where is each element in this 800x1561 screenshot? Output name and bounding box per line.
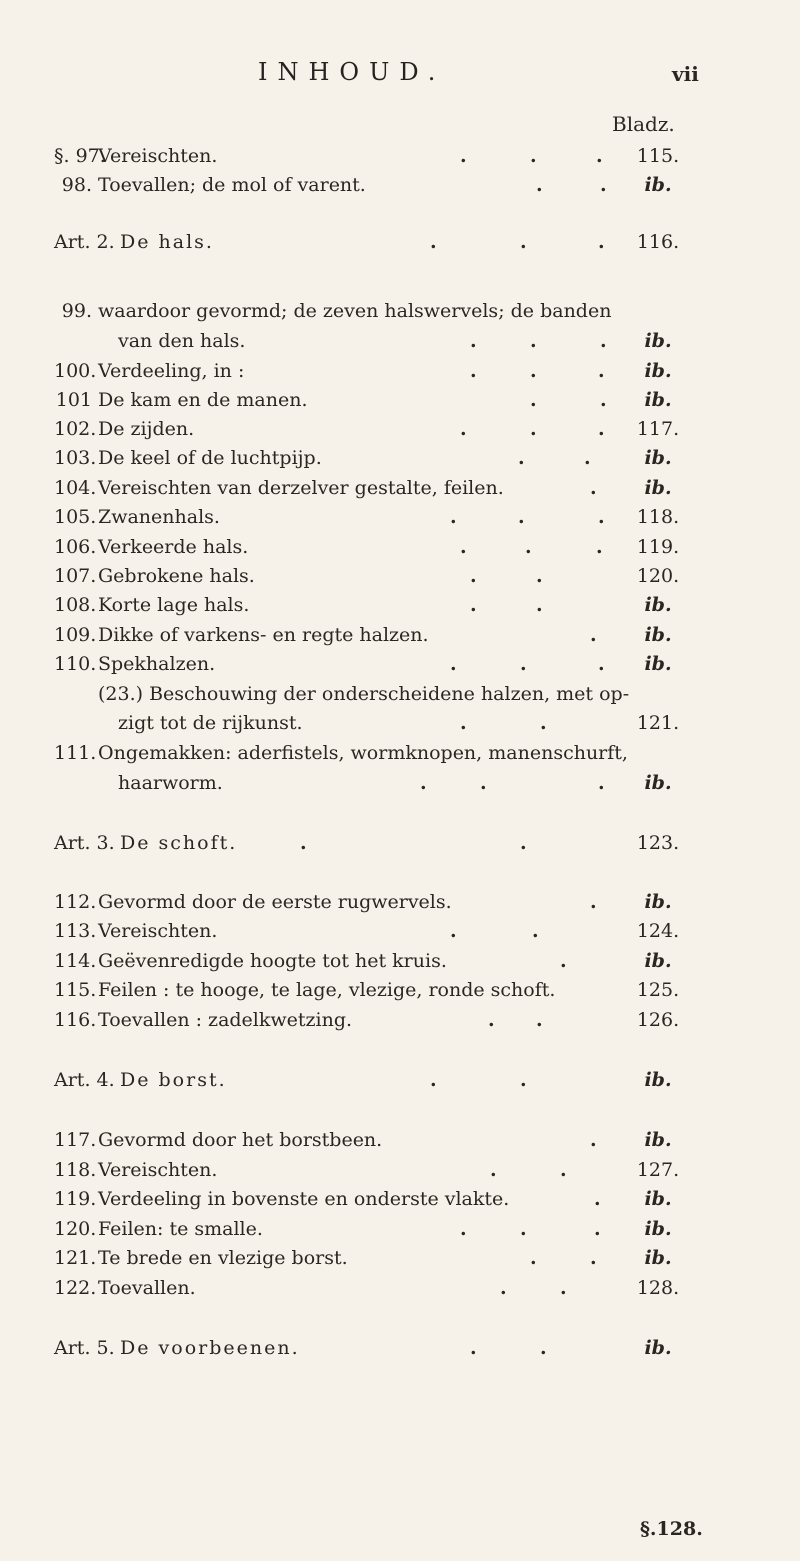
leader-dot: . [532,920,539,942]
leader-dot: . [598,506,605,528]
toc-entry [0,975,800,1005]
section-number: §. 97. [54,145,106,167]
entry-text: van den hals. [118,330,246,352]
leader-dot: . [500,1277,507,1299]
entry-text: Zwanenhals. [98,506,220,528]
leader-dot: . [460,418,467,440]
page-reference: ib. [644,950,672,972]
section-number: 111. [54,742,97,764]
page-reference: ib. [644,1218,672,1240]
leader-dot: . [584,447,591,469]
entry-text: (23.) Beschouwing der onderscheidene halzen, met op- [98,683,630,705]
leader-dot: . [536,174,543,196]
section-number: 122. [54,1277,97,1299]
toc-entry [0,1125,800,1155]
article-label: Art. 4. [54,1069,115,1091]
leader-dot: . [590,1247,597,1269]
entry-text: Verkeerde hals. [98,536,249,558]
entry-text: zigt tot de rijkunst. [118,712,303,734]
leader-dot: . [460,712,467,734]
toc-entry [0,620,800,650]
article-heading [0,828,800,858]
section-number: 103. [54,447,97,469]
section-number: 109. [54,624,97,646]
toc-entry [0,326,800,356]
article-heading [0,1065,800,1095]
leader-dot: . [530,145,537,167]
section-number: 104. [54,477,97,499]
toc-entry [0,768,800,798]
page-reference: 116. [636,231,680,253]
leader-dot: . [520,653,527,675]
toc-entry [0,679,800,709]
leader-dot: . [430,231,437,253]
page-reference: 126. [636,1009,680,1031]
running-title: INHOUD. [258,58,446,86]
section-number: 102. [54,418,97,440]
page-reference: ib. [644,477,672,499]
leader-dot: . [480,772,487,794]
article-label: Art. 3. [54,832,115,854]
section-number: 117. [54,1129,97,1151]
leader-dot: . [530,418,537,440]
page-reference: 118. [636,506,680,528]
page-reference: ib. [644,360,672,382]
toc-entry [0,1243,800,1273]
entry-text: Gevormd door het borstbeen. [98,1129,383,1151]
section-number: 113. [54,920,97,942]
leader-dot: . [560,950,567,972]
leader-dot: . [520,832,527,854]
leader-dot: . [470,1337,477,1359]
leader-dot: . [536,594,543,616]
toc-entry [0,887,800,917]
leader-dot: . [530,330,537,352]
leader-dot: . [598,231,605,253]
page-reference: ib. [644,1069,672,1091]
entry-text: Toevallen. [98,1277,196,1299]
section-number: 98. [61,174,92,196]
article-title: De borst. [120,1069,227,1091]
leader-dot: . [490,1159,497,1181]
leader-dot: . [598,418,605,440]
entry-text: Spekhalzen. [98,653,216,675]
toc-entry [0,414,800,444]
leader-dot: . [460,536,467,558]
leader-dot: . [450,506,457,528]
section-number: 106. [54,536,97,558]
leader-dot: . [540,1337,547,1359]
toc-entry [0,473,800,503]
toc-entry [0,561,800,591]
entry-text: Korte lage hals. [98,594,250,616]
leader-dot: . [470,360,477,382]
leader-dot: . [600,389,607,411]
toc-entry [0,1214,800,1244]
toc-entry [0,443,800,473]
leader-dot: . [520,1069,527,1091]
leader-dot: . [530,1247,537,1269]
toc-entry [0,385,800,415]
page-reference: ib. [644,624,672,646]
toc-entry [0,946,800,976]
toc-entry [0,708,800,738]
entry-text: De kam en de manen. [98,389,308,411]
entry-text: Vereischten. [98,920,218,942]
toc-entry [0,1005,800,1035]
toc-entry [0,1155,800,1185]
page-number: vii [672,62,699,86]
article-title: De schoft. [120,832,238,854]
page-reference: ib. [644,772,672,794]
leader-dot: . [460,1218,467,1240]
toc-entry [0,738,800,768]
leader-dot: . [596,145,603,167]
entry-text: Geëvenredigde hoogte tot het kruis. [98,950,447,972]
leader-dot: . [430,1069,437,1091]
section-number: 105. [54,506,97,528]
entry-text: De zijden. [98,418,195,440]
section-number: 100. [54,360,97,382]
section-number: 118. [54,1159,97,1181]
entry-text: Toevallen; de mol of varent. [98,174,366,196]
leader-dot: . [530,389,537,411]
section-number: 107. [54,565,97,587]
page-reference: 125. [636,979,680,1001]
page-reference: 127. [636,1159,680,1181]
entry-text: Ongemakken: aderfistels, wormknopen, manenschurft, [98,742,628,764]
toc-entry [0,502,800,532]
page-reference: ib. [644,653,672,675]
entry-text: Vereischten. [98,1159,218,1181]
toc-entry [0,532,800,562]
page-reference: 128. [636,1277,680,1299]
leader-dot: . [560,1277,567,1299]
section-number: 115. [54,979,97,1001]
article-title: De hals. [120,231,214,253]
page-reference: ib. [644,1188,672,1210]
section-number: 110. [54,653,97,675]
catchword: §.128. [640,1518,703,1540]
article-heading [0,1333,800,1363]
leader-dot: . [590,624,597,646]
entry-text: De keel of de luchtpijp. [98,447,322,469]
entry-text: haarworm. [118,772,223,794]
page-reference: 124. [636,920,680,942]
page-reference: ib. [644,891,672,913]
article-title: De voorbeenen. [120,1337,300,1359]
leader-dot: . [520,1218,527,1240]
page-reference: 117. [636,418,680,440]
section-number: 121. [54,1247,97,1269]
leader-dot: . [488,1009,495,1031]
leader-dot: . [300,832,307,854]
toc-entry [0,141,800,171]
entry-text: Feilen : te hooge, te lage, vlezige, ronde schoft. [98,979,556,1001]
entry-text: Dikke of varkens- en regte halzen. [98,624,429,646]
page-reference: ib. [644,1247,672,1269]
section-number: 119. [54,1188,97,1210]
entry-text: Gebrokene hals. [98,565,255,587]
leader-dot: . [536,565,543,587]
page-reference: 120. [636,565,680,587]
toc-entry [0,916,800,946]
entry-text: Verdeeling, in : [98,360,245,382]
leader-dot: . [560,1159,567,1181]
entry-text: Toevallen : zadelkwetzing. [98,1009,353,1031]
section-number: 99. [61,300,92,322]
leader-dot: . [536,1009,543,1031]
leader-dot: . [540,712,547,734]
toc-entry [0,1273,800,1303]
article-heading [0,227,800,257]
leader-dot: . [470,565,477,587]
leader-dot: . [590,1129,597,1151]
leader-dot: . [525,536,532,558]
leader-dot: . [450,653,457,675]
page-reference: ib. [644,1337,672,1359]
article-label: Art. 2. [54,231,115,253]
entry-text: Gevormd door de eerste rugwervels. [98,891,452,913]
page-reference: ib. [644,174,672,196]
toc-entry [0,649,800,679]
entry-text: waardoor gevormd; de zeven halswervels; de banden [98,300,612,322]
leader-dot: . [530,360,537,382]
section-number: 114. [54,950,97,972]
page-reference: 121. [636,712,680,734]
entry-text: Vereischten van derzelver gestalte, feilen. [98,477,504,499]
leader-dot: . [598,653,605,675]
page-reference: ib. [644,389,672,411]
leader-dot: . [470,330,477,352]
toc-entry [0,590,800,620]
leader-dot: . [518,506,525,528]
page-reference: 119. [636,536,680,558]
section-number: 108. [54,594,97,616]
leader-dot: . [594,1188,601,1210]
leader-dot: . [518,447,525,469]
page-column-heading: Bladz. [612,112,675,136]
article-label: Art. 5. [54,1337,115,1359]
toc-entry [0,1184,800,1214]
leader-dot: . [590,477,597,499]
toc-entry [0,170,800,200]
leader-dot: . [596,536,603,558]
leader-dot: . [590,891,597,913]
page-reference: ib. [644,1129,672,1151]
entry-text: Vereischten. [98,145,218,167]
leader-dot: . [600,174,607,196]
leader-dot: . [598,360,605,382]
entry-text: Te brede en vlezige borst. [98,1247,348,1269]
page-reference: 115. [636,145,680,167]
section-number: 116. [54,1009,97,1031]
toc-entry [0,356,800,386]
page-reference: ib. [644,330,672,352]
leader-dot: . [450,920,457,942]
section-number: 120. [54,1218,97,1240]
leader-dot: . [600,330,607,352]
leader-dot: . [594,1218,601,1240]
page-reference: ib. [644,447,672,469]
leader-dot: . [420,772,427,794]
toc-entry [0,296,800,326]
page-reference: ib. [644,594,672,616]
leader-dot: . [470,594,477,616]
entry-text: Feilen: te smalle. [98,1218,263,1240]
leader-dot: . [460,145,467,167]
entry-text: Verdeeling in bovenste en onderste vlakte. [98,1188,510,1210]
leader-dot: . [598,772,605,794]
section-number: 112. [54,891,97,913]
leader-dot: . [520,231,527,253]
page-reference: 123. [636,832,680,854]
section-number: 101 [55,389,92,411]
